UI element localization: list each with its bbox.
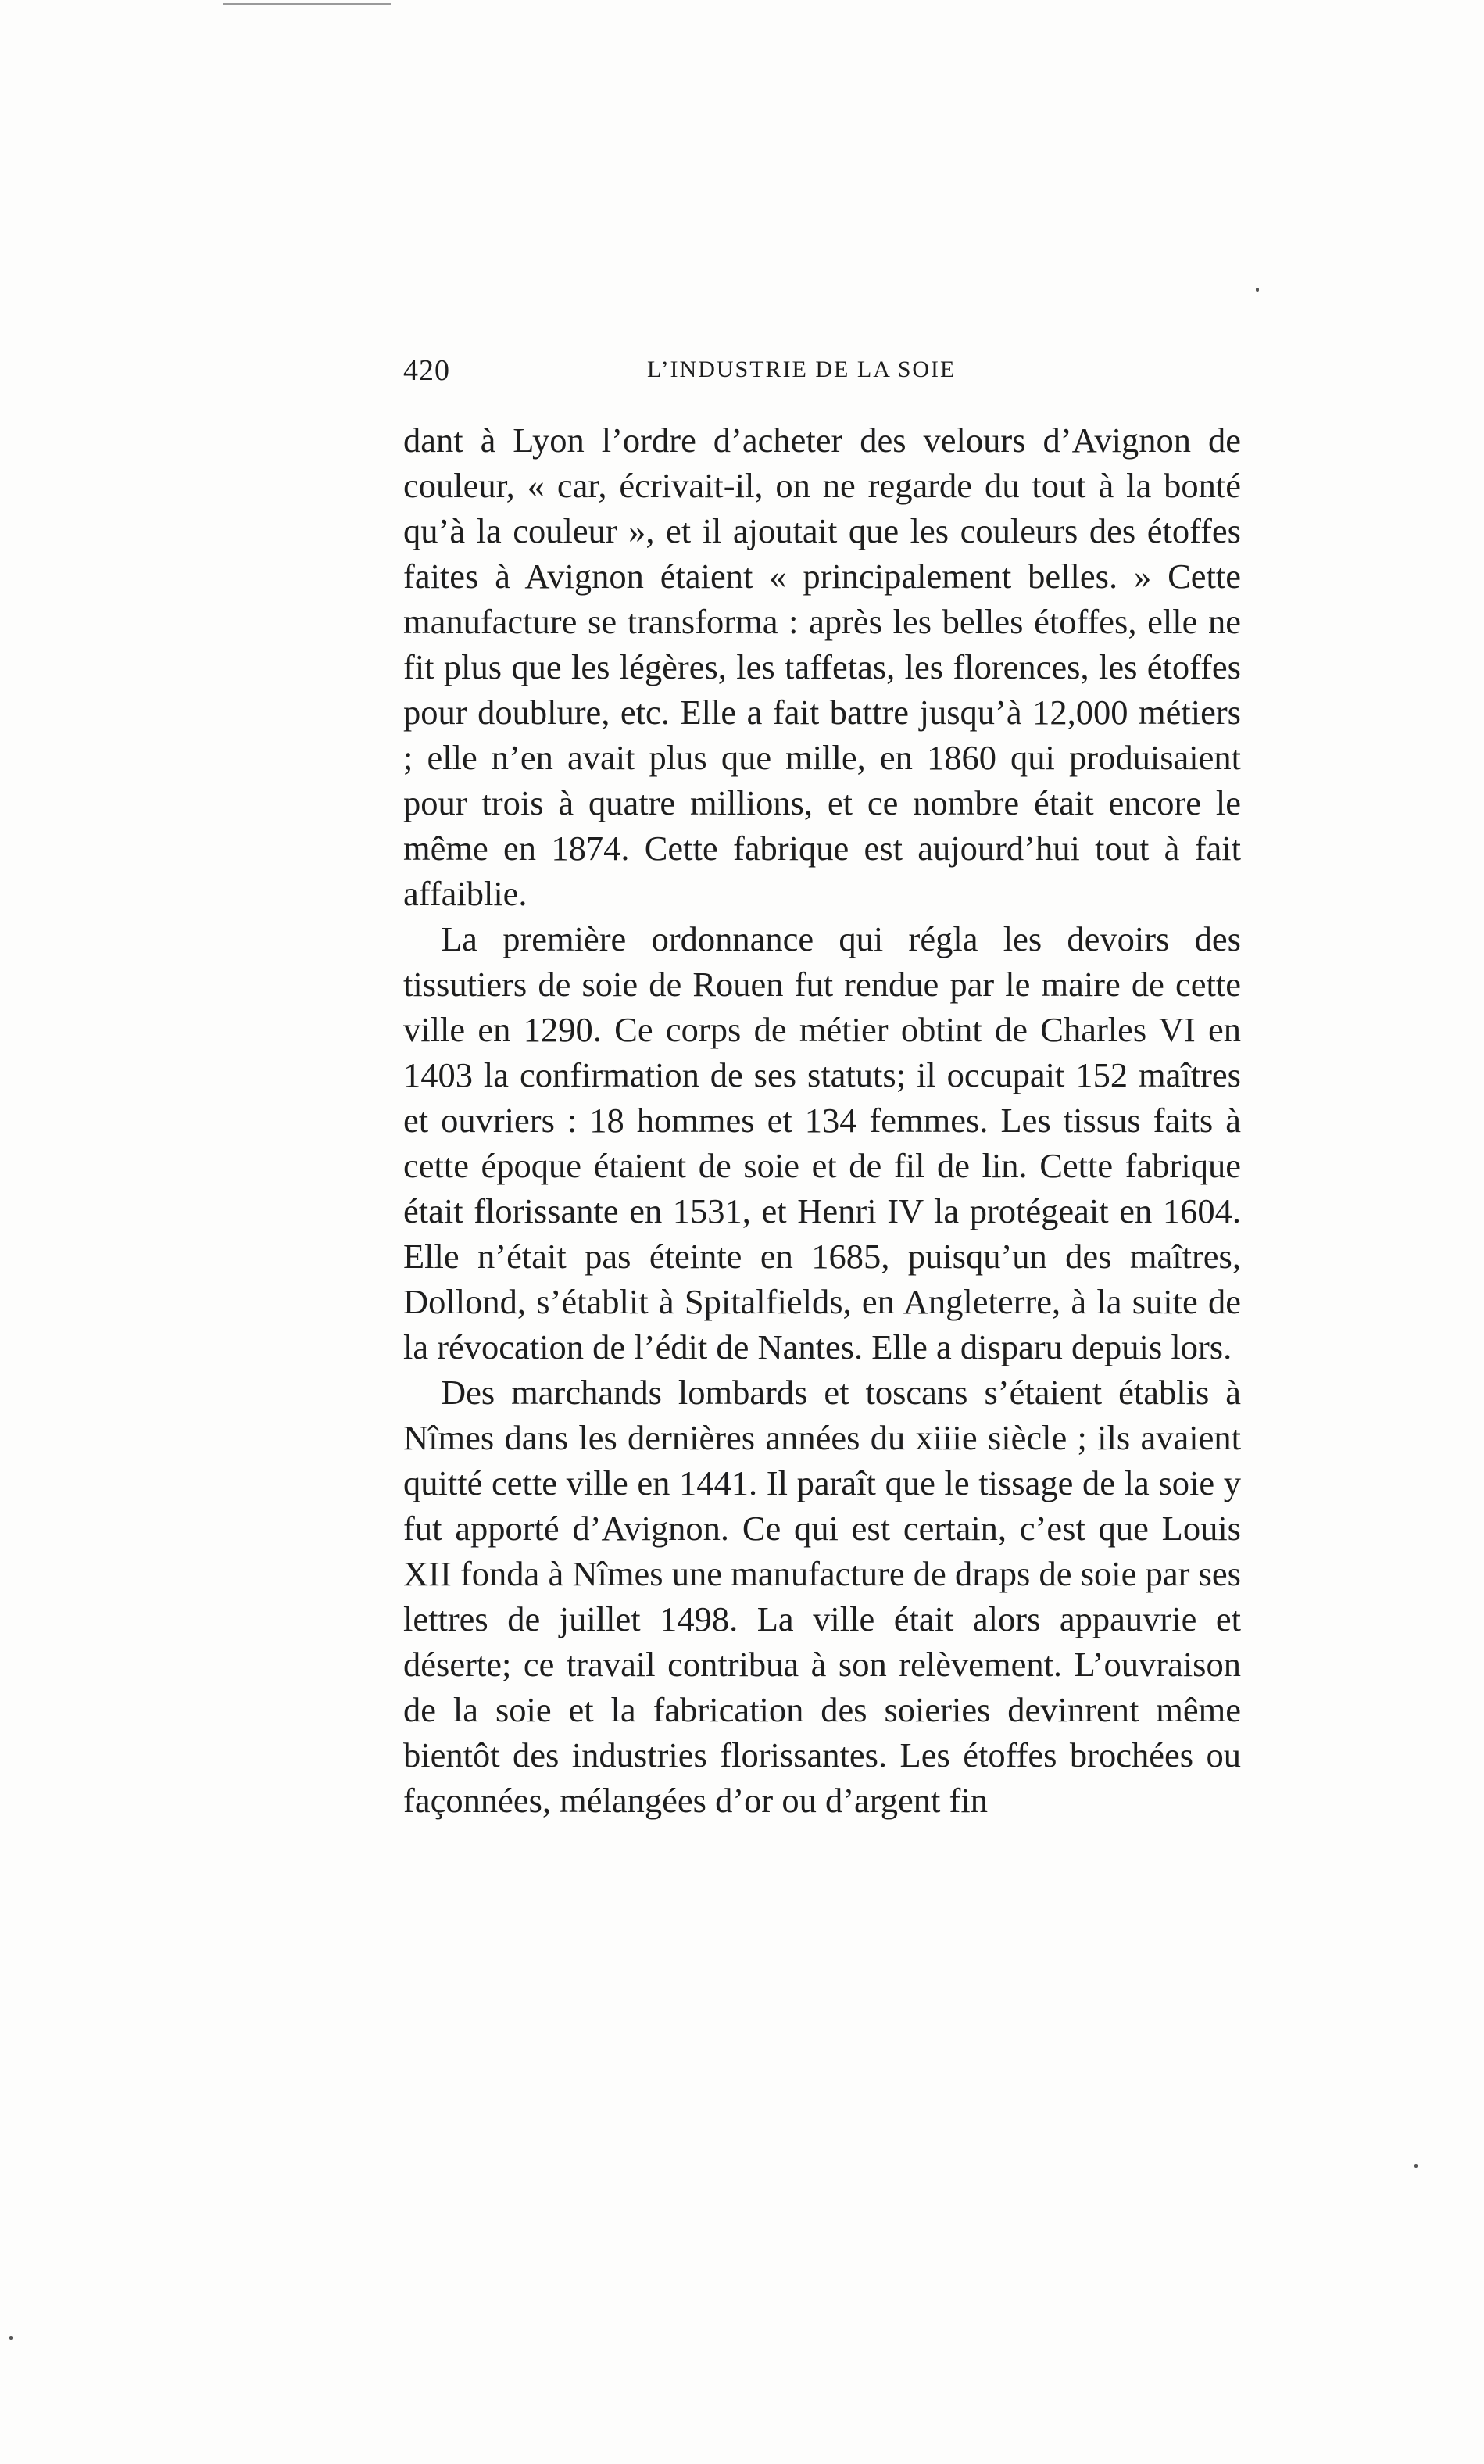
paragraph: La première ordonnance qui régla les devoirs des tissutiers de soie de Rouen fut rendue par le maire de cette ville en 1290. Ce corps de métier obtint de Charles VI en 1403 la confirmation de ses statuts; il occupait 152 maîtres et ouvriers : 18 hommes et 134 femmes. Les tissus faits à cette époque étaient de soie et de fil de lin. Cette fabrique était florissante en 1531, et Henri IV la protégeait en 1604. Elle n’était pas éteinte en 1685, puisqu’un des maîtres, Dollond, s’établit à Spitalfields, en Angleterre, à la suite de la révocation de l’édit de Nantes. Elle a disparu depuis lors. — [403, 919, 1241, 1366]
page-number: 420 — [403, 354, 450, 387]
ink-speck — [9, 2336, 13, 2340]
page-header — [403, 353, 1241, 400]
ink-speck — [1414, 2164, 1418, 2168]
top-edge-rule — [223, 3, 391, 5]
paragraph: dant à Lyon l’ordre d’acheter des velours d’Avignon de couleur, « car, écrivait-il, on ne regarde du tout à la bonté qu’à la couleur », et il ajoutait que les couleurs des étoffes faites à Avignon étaient « principalement belles. » Cette manufacture se transforma : après les belles étoffes, elle ne fit plus que les légères, les taffetas, les florences, les étoffes pour doublure, etc. Elle a fait battre jusqu’à 12,000 métiers ; elle n’en avait plus que mille, en 1860 qui produisaient pour trois à quatre millions, et ce nombre était encore le même en 1874. Cette fabrique est aujourd’hui tout à fait affaiblie. — [403, 421, 1241, 913]
paragraph: Des marchands lombards et toscans s’étaient établis à Nîmes dans les dernières années du xiiie siècle ; ils avaient quitté cette ville en 1441. Il paraît que le tissage de la soie y fut apporté d’Avignon. Ce qui est certain, c’est que Louis XII fonda à Nîmes une manufacture de draps de soie par ses lettres de juillet 1498. La ville était alors appauvrie et déserte; ce travail contribua à son relèvement. L’ouvraison de la soie et la fabrication des soieries devinrent même bientôt des industries florissantes. Les étoffes brochées ou façonnées, mélangées d’or ou d’argent fin — [403, 1373, 1241, 1820]
body-text — [403, 417, 1241, 1823]
running-title: L’INDUSTRIE DE LA SOIE — [647, 356, 957, 382]
ink-speck — [1256, 288, 1259, 292]
